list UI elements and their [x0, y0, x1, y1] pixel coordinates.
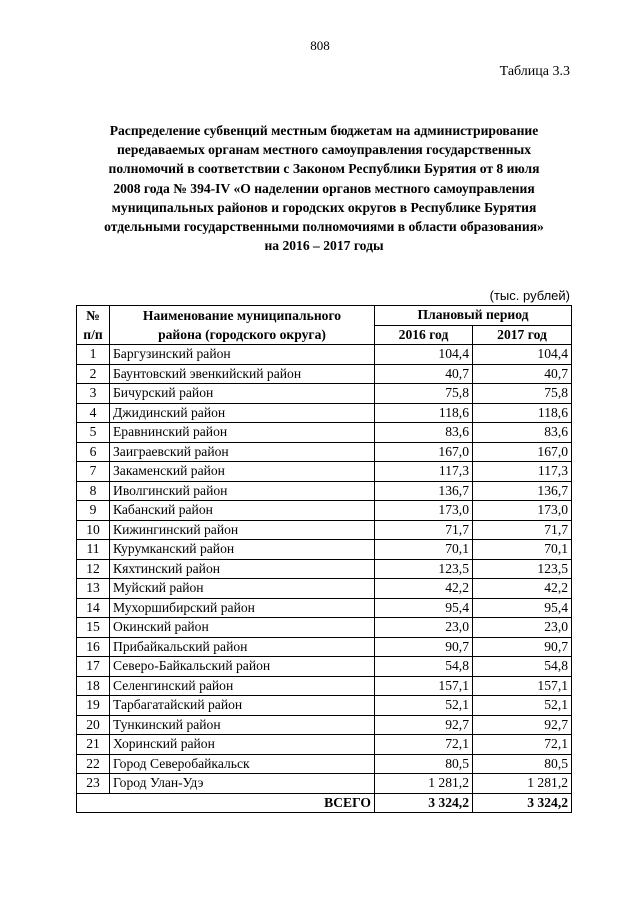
row-number: 7 [77, 462, 110, 482]
row-number: 5 [77, 423, 110, 443]
title-line: полномочий в соответствии с Законом Республики Бурятия от 8 июля [108, 161, 540, 177]
row-value-2016: 95,4 [375, 598, 473, 618]
row-value-2017: 173,0 [473, 501, 572, 521]
row-value-2017: 90,7 [473, 637, 572, 657]
total-row [77, 793, 572, 813]
row-value-2016: 40,7 [375, 364, 473, 384]
row-value-2016: 1 281,2 [375, 774, 473, 794]
row-value-2017: 54,8 [473, 657, 572, 677]
table-row [77, 462, 572, 482]
row-name: Заиграевский район [110, 442, 375, 462]
title-line: на 2016 – 2017 годы [264, 238, 384, 254]
row-number: 16 [77, 637, 110, 657]
table-row [77, 423, 572, 443]
row-name: Иволгинский район [110, 481, 375, 501]
row-value-2016: 52,1 [375, 696, 473, 716]
row-name: Прибайкальский район [110, 637, 375, 657]
row-value-2016: 80,5 [375, 754, 473, 774]
row-value-2017: 167,0 [473, 442, 572, 462]
row-name: Тарбагатайский район [110, 696, 375, 716]
title-line: 2008 года № 394-IV «О наделении органов местного самоуправления [113, 180, 535, 196]
title-line: отдельными государственными полномочиями в области образования» [104, 219, 544, 235]
row-name: Селенгинский район [110, 676, 375, 696]
row-value-2017: 80,5 [473, 754, 572, 774]
row-value-2017: 136,7 [473, 481, 572, 501]
row-name: Бичурский район [110, 384, 375, 404]
row-value-2016: 72,1 [375, 735, 473, 755]
row-name: Город Северобайкальск [110, 754, 375, 774]
table-row [77, 754, 572, 774]
row-value-2017: 71,7 [473, 520, 572, 540]
row-value-2017: 23,0 [473, 618, 572, 638]
table-row [77, 520, 572, 540]
header-number-line2: п/п [83, 327, 103, 342]
title-line: Распределение субвенций местным бюджетам на администрирование [109, 123, 539, 138]
table-row [77, 345, 572, 365]
row-value-2017: 104,4 [473, 345, 572, 365]
row-number: 15 [77, 618, 110, 638]
row-value-2017: 95,4 [473, 598, 572, 618]
row-name: Кижингинский район [110, 520, 375, 540]
row-value-2017: 123,5 [473, 559, 572, 579]
row-name: Муйский район [110, 579, 375, 599]
title-line: передаваемых органам местного самоуправления государственных [116, 142, 532, 158]
row-value-2016: 92,7 [375, 715, 473, 735]
row-number: 3 [77, 384, 110, 404]
table-row [77, 579, 572, 599]
row-number: 22 [77, 754, 110, 774]
row-value-2017: 92,7 [473, 715, 572, 735]
row-value-2016: 23,0 [375, 618, 473, 638]
header-name-line1: Наименование муниципального [142, 308, 342, 323]
row-value-2016: 71,7 [375, 520, 473, 540]
row-name: Кяхтинский район [110, 559, 375, 579]
row-name: Джидинский район [110, 403, 375, 423]
row-name: Баунтовский эвенкийский район [110, 364, 375, 384]
row-number: 2 [77, 364, 110, 384]
row-value-2016: 123,5 [375, 559, 473, 579]
row-number: 20 [77, 715, 110, 735]
row-number: 11 [77, 540, 110, 560]
row-value-2017: 75,8 [473, 384, 572, 404]
row-number: 4 [77, 403, 110, 423]
header-number [77, 306, 110, 345]
row-number: 14 [77, 598, 110, 618]
row-value-2017: 70,1 [473, 540, 572, 560]
table-row [77, 540, 572, 560]
table-row [77, 637, 572, 657]
row-number: 12 [77, 559, 110, 579]
row-value-2016: 83,6 [375, 423, 473, 443]
table-row [77, 774, 572, 794]
row-number: 1 [77, 345, 110, 365]
row-number: 6 [77, 442, 110, 462]
table-row [77, 559, 572, 579]
row-name: Мухоршибирский район [110, 598, 375, 618]
row-number: 8 [77, 481, 110, 501]
subvention-table [76, 305, 572, 813]
row-value-2016: 167,0 [375, 442, 473, 462]
row-value-2017: 40,7 [473, 364, 572, 384]
row-name: Кабанский район [110, 501, 375, 521]
table-row [77, 696, 572, 716]
row-name: Тункинский район [110, 715, 375, 735]
row-value-2016: 157,1 [375, 676, 473, 696]
row-value-2016: 42,2 [375, 579, 473, 599]
row-value-2017: 42,2 [473, 579, 572, 599]
header-year-2017: 2017 год [473, 325, 572, 345]
row-value-2016: 70,1 [375, 540, 473, 560]
table-row [77, 501, 572, 521]
row-number: 9 [77, 501, 110, 521]
row-name: Окинский район [110, 618, 375, 638]
row-name: Курумканский район [110, 540, 375, 560]
table-row [77, 598, 572, 618]
table-row [77, 364, 572, 384]
row-value-2017: 72,1 [473, 735, 572, 755]
row-number: 23 [77, 774, 110, 794]
row-value-2017: 1 281,2 [473, 774, 572, 794]
row-value-2017: 157,1 [473, 676, 572, 696]
table-row [77, 676, 572, 696]
row-value-2016: 136,7 [375, 481, 473, 501]
row-value-2016: 118,6 [375, 403, 473, 423]
row-value-2016: 117,3 [375, 462, 473, 482]
row-value-2017: 118,6 [473, 403, 572, 423]
row-name: Еравнинский район [110, 423, 375, 443]
row-number: 21 [77, 735, 110, 755]
total-2016: 3 324,2 [375, 793, 473, 813]
row-number: 10 [77, 520, 110, 540]
row-number: 17 [77, 657, 110, 677]
row-number: 18 [77, 676, 110, 696]
row-value-2016: 54,8 [375, 657, 473, 677]
row-value-2016: 90,7 [375, 637, 473, 657]
row-name: Город Улан-Удэ [110, 774, 375, 794]
row-value-2017: 52,1 [473, 696, 572, 716]
table-row [77, 618, 572, 638]
row-number: 13 [77, 579, 110, 599]
units-label: (тыс. рублей) [489, 288, 570, 303]
row-number: 19 [77, 696, 110, 716]
row-name: Северо-Байкальский район [110, 657, 375, 677]
row-name: Баргузинский район [110, 345, 375, 365]
header-name [110, 306, 375, 345]
header-number-line1: № [86, 308, 100, 323]
header-period: Плановый период [375, 306, 572, 326]
table-row [77, 657, 572, 677]
header-year-2016: 2016 год [375, 325, 473, 345]
row-name: Хоринский район [110, 735, 375, 755]
row-value-2017: 83,6 [473, 423, 572, 443]
table-row [77, 735, 572, 755]
table-row [77, 481, 572, 501]
row-value-2016: 173,0 [375, 501, 473, 521]
table-label: Таблица 3.3 [499, 64, 570, 79]
header-row [77, 306, 572, 326]
title-line: муниципальных районов и городских округов в Республике Бурятия [111, 199, 537, 215]
table-title [78, 121, 570, 255]
header-name-line2: района (городского округа) [158, 327, 326, 342]
table-row [77, 715, 572, 735]
total-label: ВСЕГО [77, 793, 375, 813]
row-name: Закаменский район [110, 462, 375, 482]
row-value-2017: 117,3 [473, 462, 572, 482]
table-row [77, 384, 572, 404]
table-row [77, 403, 572, 423]
total-2017: 3 324,2 [473, 793, 572, 813]
table-row [77, 442, 572, 462]
row-value-2016: 75,8 [375, 384, 473, 404]
row-value-2016: 104,4 [375, 345, 473, 365]
page-number: 808 [310, 38, 330, 53]
